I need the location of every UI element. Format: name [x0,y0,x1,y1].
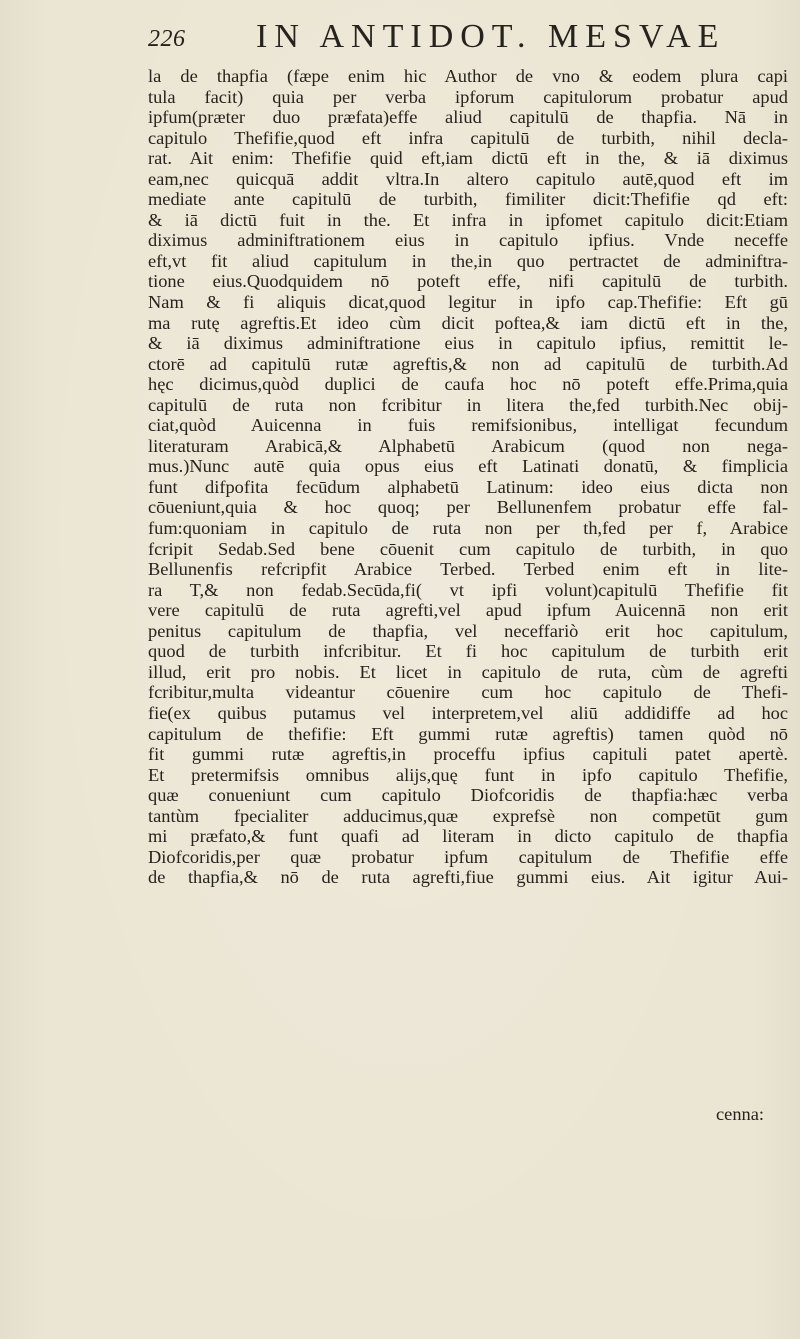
text-line: quod de turbith infcribitur. Et fi hoc capitulum de turbith erit [148,641,788,662]
running-head: IN ANTIDOT. MESVAE [256,18,726,55]
text-line: eam,nec quicquā addit vltra.In altero capitulo autē,quod eft im [148,168,788,189]
text-line: rat. Ait enim: Thefifie quid eft,iam dictū eft in the, & iā diximus [148,148,788,169]
text-line: cōueniunt,quia & hoc quoq; per Bellunenfem probatur effe fal- [148,497,788,518]
text-line: penitus capitulum de thapfia, vel neceffariò erit hoc capitulum, [148,620,788,641]
text-line: mus.)Nunc autē quia opus eius eft Latinati donatū, & fimplicia [148,456,788,477]
text-line: vere capitulū de ruta agrefti,vel apud ipfum Auicennā non erit [148,600,788,621]
text-line: & iā diximus adminiftratione eius in capitulo ipfius, remittit le- [148,333,788,354]
text-line: fie(ex quibus putamus vel interpretem,vel aliū addidiffe ad hoc [148,702,788,723]
text-line: tula facit) quia per verba ipforum capitulorum probatur apud [148,86,788,107]
text-line: capitulum de thefifie: Eft gummi rutæ agreftis) tamen quòd nō [148,723,788,744]
text-line: Et pretermifsis omnibus alijs,quę funt in ipfo capitulo Thefifie, [148,764,788,785]
body-text [148,66,788,888]
page-header [148,18,788,62]
text-line: fcripit Sedab.Sed bene cōuenit cum capitulo de turbith, in quo [148,538,788,559]
text-line: mediate ante capitulū de turbith, fimiliter dicit:Thefifie qd eft: [148,189,788,210]
text-line: fum:quoniam in capitulo de ruta non per th,fed per f, Arabice [148,518,788,539]
text-line: eft,vt fit aliud capitulum in the,in quo pertractet de adminiftra- [148,250,788,271]
text-line: capitulo Thefifie,quod eft infra capitulū de turbith, nihil decla- [148,127,788,148]
text-line: ra T,& non fedab.Secūda,fi( vt ipfi volunt)capitulū Thefifie fit [148,579,788,600]
page-number: 226 [148,26,186,52]
text-line: Nam & fi aliquis dicat,quod legitur in ipfo cap.Thefifie: Eft gū [148,292,788,313]
text-line: ipfum(præter duo præfata)effe aliud capitulū de thapfia. Nā in [148,107,788,128]
text-line: hęc dicimus,quòd duplici de caufa hoc nō poteft effe.Prima,quia [148,374,788,395]
text-line: literaturam Arabicā,& Alphabetū Arabicum (quod non nega- [148,435,788,456]
text-line: Bellunenfis refcripfit Arabice Terbed. Terbed enim eft in lite- [148,559,788,580]
text-line: de thapfia,& nō de ruta agrefti,fiue gummi eius. Ait igitur Aui- [148,867,788,888]
text-line: ciat,quòd Auicenna in fuis remifsionibus, intelligat fecundum [148,415,788,436]
text-line: capitulū de ruta non fcribitur in litera the,fed turbith.Nec obij- [148,394,788,415]
text-line: diximus adminiftrationem eius in capitulo ipfius. Vnde neceffe [148,230,788,251]
text-line: fit gummi rutæ agreftis,in proceffu ipfius capituli patet apertè. [148,744,788,765]
text-line: Diofcoridis,per quæ probatur ipfum capitulum de Thefifie effe [148,846,788,867]
text-line: funt difpofita fecūdum alphabetū Latinum: ideo eius dicta non [148,476,788,497]
text-line: ma rutę agreftis.Et ideo cùm dicit poftea,& iam dictū eft in the, [148,312,788,333]
text-line: la de thapfia (fæpe enim hic Author de vno & eodem plura capi [148,66,788,86]
catchword: cenna: [716,1104,764,1124]
text-line: tione eius.Quodquidem nō poteft effe, nifi capitulū de turbith. [148,271,788,292]
text-line: mi præfato,& funt quafi ad literam in dicto capitulo de thapfia [148,826,788,847]
text-line: fcribitur,multa videantur cōuenire cum hoc capitulo de Thefi- [148,682,788,703]
text-line: & iā dictū fuit in the. Et infra in ipfomet capitulo dicit:Etiam [148,209,788,230]
text-line: illud, erit pro nobis. Et licet in capitulo de ruta, cùm de agrefti [148,661,788,682]
text-line: ctorē ad capitulū rutæ agreftis,& non ad capitulū de turbith.Ad [148,353,788,374]
text-line: tantùm fpecialiter adducimus,quæ exprefsè non competūt gum [148,805,788,826]
text-line: quæ conueniunt cum capitulo Diofcoridis de thapfia:hæc verba [148,785,788,806]
